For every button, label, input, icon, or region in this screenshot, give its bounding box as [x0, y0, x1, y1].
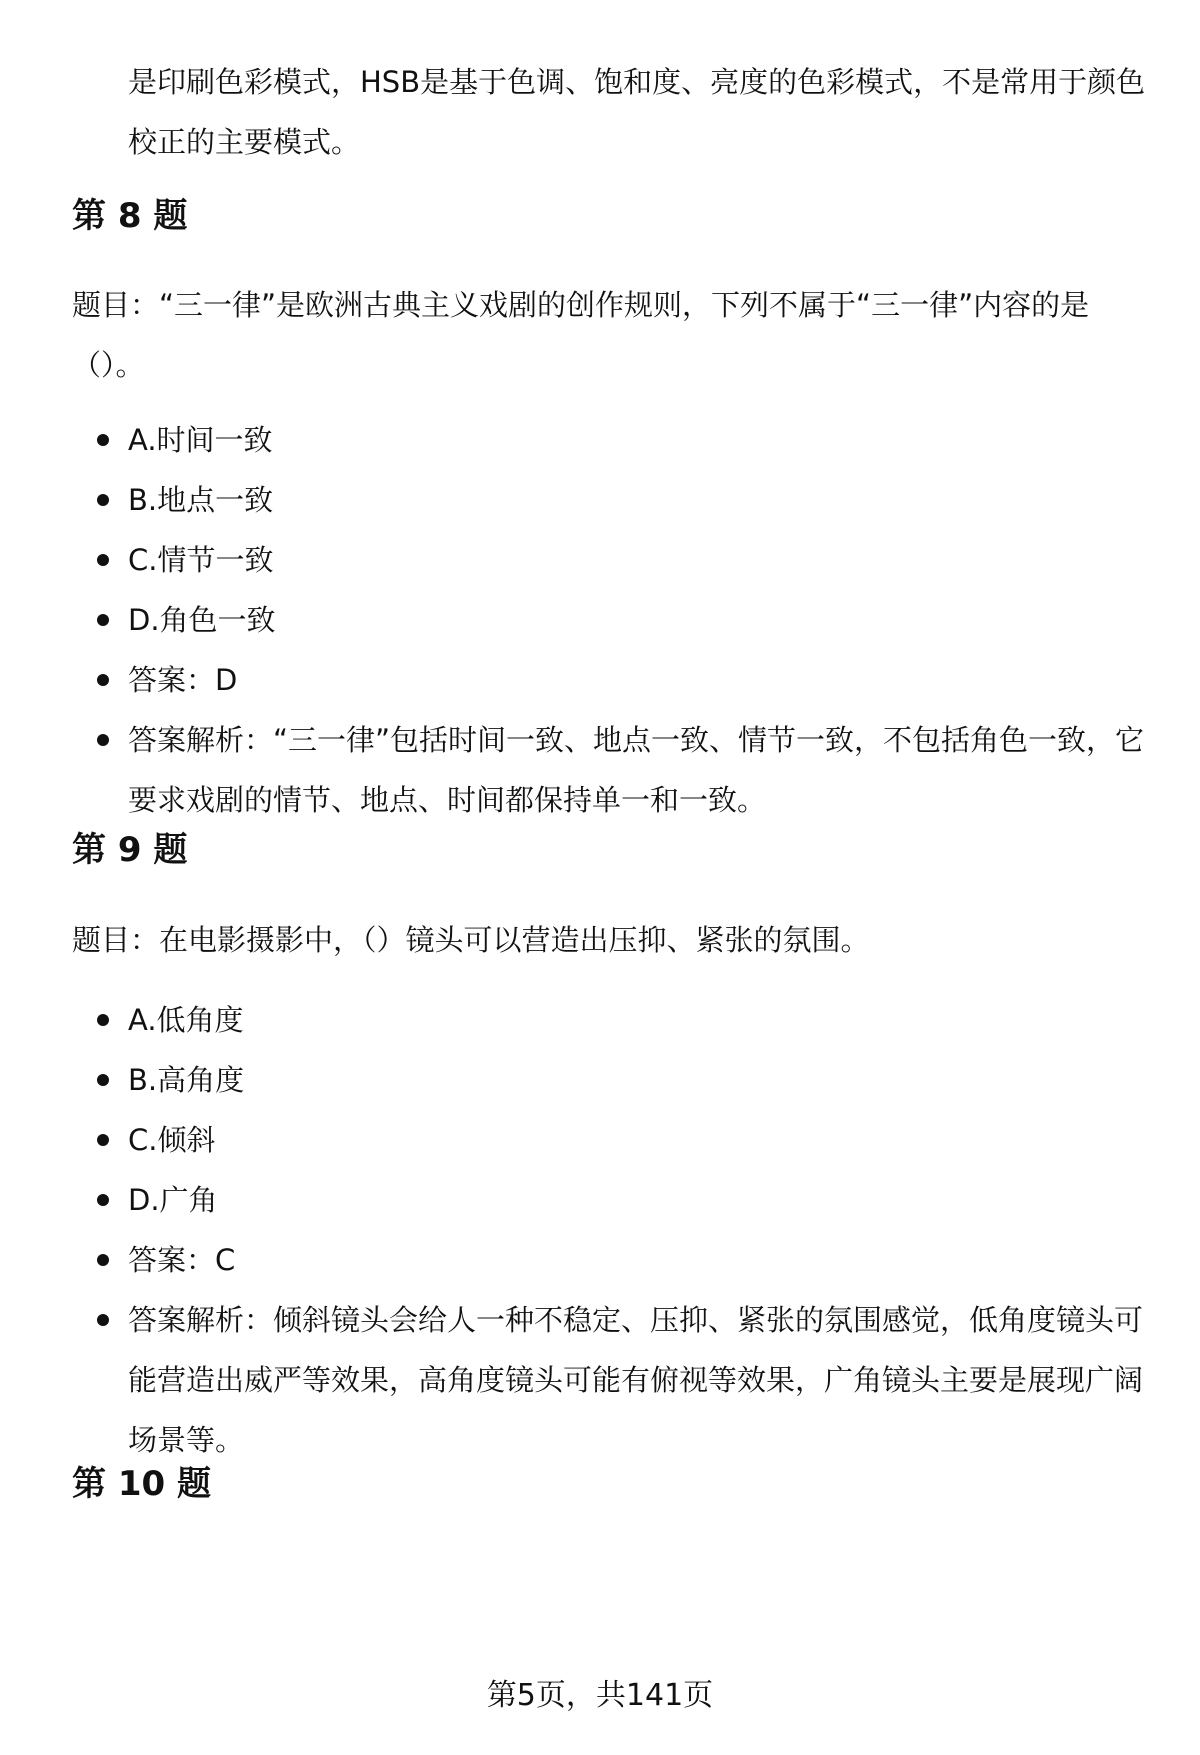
question-9-heading: 第 9 题 [72, 830, 188, 870]
question-8-options [128, 410, 1148, 830]
answer-text: 答案：C [128, 1243, 236, 1277]
answer-analysis [128, 710, 1148, 830]
question-8-stem: 题目：“三一律”是欧洲古典主义戏剧的创作规则，下列不属于“三一律”内容的是（）。 [72, 288, 1090, 382]
option-label: A.时间一致 [128, 423, 273, 457]
option-label: D.广角 [128, 1183, 218, 1217]
bullet-icon [97, 434, 109, 446]
bullet-icon [97, 734, 109, 746]
option-a [128, 410, 1148, 470]
question-9-options [128, 990, 1148, 1470]
bullet-icon [97, 1314, 109, 1326]
answer-text: 答案：D [128, 663, 238, 697]
bullet-icon [97, 1254, 109, 1266]
option-b [128, 470, 1148, 530]
answer [128, 1230, 1148, 1290]
option-label: B.高角度 [128, 1063, 245, 1097]
analysis-text: 答案解析：倾斜镜头会给人一种不稳定、压抑、紧张的氛围感觉，低角度镜头可能营造出威严等效果，高角度镜头可能有俯视等效果，广角镜头主要是展现广阔场景等。 [128, 1303, 1144, 1457]
option-label: C.情节一致 [128, 543, 274, 577]
option-d [128, 1170, 1148, 1230]
option-b [128, 1050, 1148, 1110]
answer [128, 650, 1148, 710]
option-label: A.低角度 [128, 1003, 244, 1037]
bullet-icon [97, 554, 109, 566]
question-8-heading: 第 8 题 [72, 196, 188, 236]
question-9-stem: 题目：在电影摄影中，（）镜头可以营造出压抑、紧张的氛围。 [72, 923, 870, 957]
answer-analysis [128, 1290, 1148, 1470]
option-c [128, 530, 1148, 590]
bullet-icon [97, 1194, 109, 1206]
analysis-text: 答案解析：“三一律”包括时间一致、地点一致、情节一致，不包括角色一致，它要求戏剧的情节、地点、时间都保持单一和一致。 [128, 723, 1145, 817]
bullet-icon [97, 494, 109, 506]
bullet-icon [97, 1134, 109, 1146]
option-d [128, 590, 1148, 650]
page-footer: 第5页，共141页 [486, 1678, 714, 1713]
bullet-icon [97, 1074, 109, 1086]
option-a [128, 990, 1148, 1050]
bullet-icon [97, 674, 109, 686]
option-label: C.倾斜 [128, 1123, 216, 1157]
previous-analysis-continuation: 是印刷色彩模式，HSB是基于色调、饱和度、亮度的色彩模式，不是常用于颜色校正的主要模式。 [128, 65, 1146, 159]
option-label: D.角色一致 [128, 603, 276, 637]
option-c [128, 1110, 1148, 1170]
question-10-heading: 第 10 题 [72, 1464, 211, 1504]
bullet-icon [97, 614, 109, 626]
option-label: B.地点一致 [128, 483, 274, 517]
bullet-icon [97, 1014, 109, 1026]
